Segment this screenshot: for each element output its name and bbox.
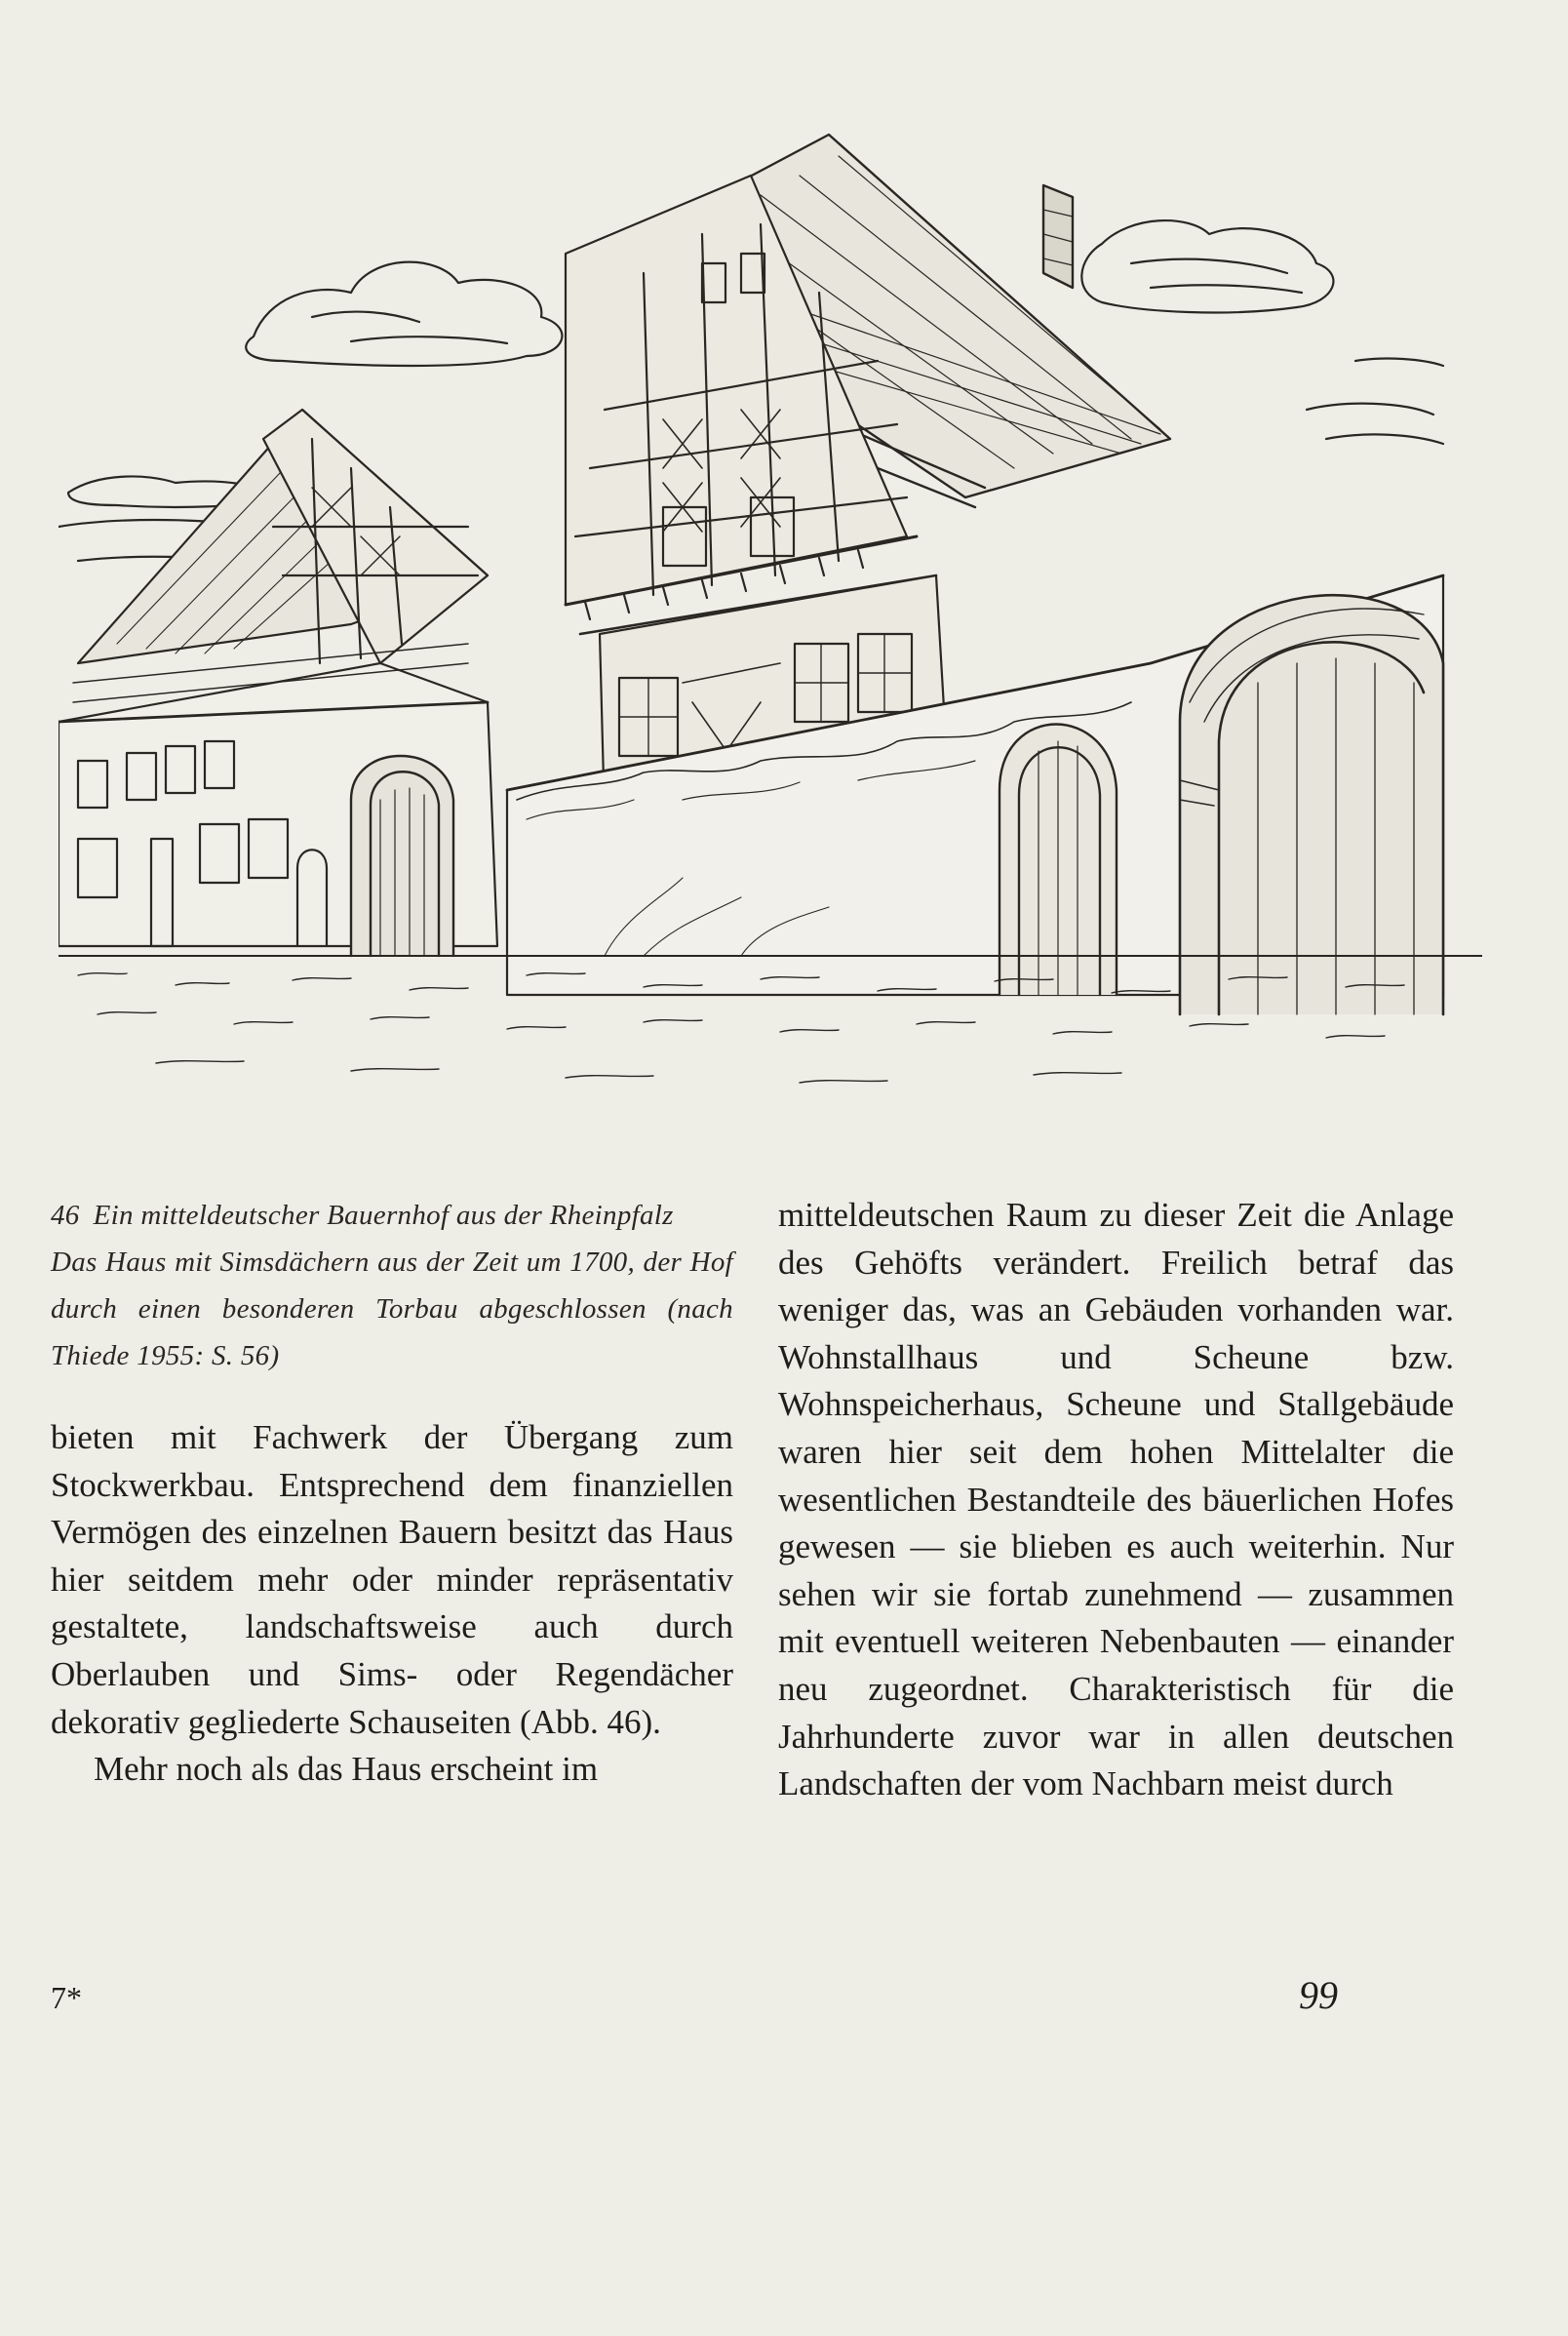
right-paragraph-1: mitteldeutschen Raum zu dieser Zeit die Anlage des Gehöfts verändert. Freilich betraf das weniger das, was an Gebäuden vorhanden war. Wohnstallhaus und Scheune bzw. Wohnspeicherhaus, Scheune und Stallgebäude waren hier seit dem hohen Mittelalter die wesentlichen Bestandteile des bäuerlichen Hofes gewesen — sie blieben es auch weiterhin. Nur sehen wir sie fortab zunehmend — zusammen mit eventuell weiteren Nebenbauten — einander neu zugeordnet. Charakteristisch für die Jahrhunderte zuvor war in allen deutschen Landschaften der vom Nachbarn meist durch bbox=[778, 1196, 1454, 1803]
signature-mark: 7* bbox=[51, 1980, 82, 2015]
figure-caption-title: Ein mitteldeutscher Bauernhof aus der Rheinpfalz bbox=[93, 1200, 674, 1231]
figure-number: 46 bbox=[51, 1200, 80, 1231]
farmstead-illustration bbox=[59, 117, 1482, 1122]
page-number: 99 bbox=[1299, 1973, 1338, 2017]
left-paragraph-2: Mehr noch als das Haus erscheint im bbox=[94, 1750, 599, 1789]
figure-caption bbox=[51, 1192, 733, 1379]
figure-caption-text: Das Haus mit Simsdächern aus der Zeit um 1700, der Hof durch einen besonderen Torbau abgeschlossen (nach Thiede 1955: S. 56) bbox=[51, 1247, 733, 1371]
left-column bbox=[51, 1192, 733, 1794]
right-column bbox=[778, 1192, 1454, 1808]
left-paragraph-1: bieten mit Fachwerk der Übergang zum Stockwerkbau. Entsprechend dem finanziellen Vermögen des einzelnen Bauern besitzt das Haus hier seitdem mehr oder minder repräsentativ gestaltete, landschaftsweise auch durch Oberlauben und Sims- oder Regendächer dekorativ gegliederte Schauseiten (Abb. 46). bbox=[51, 1418, 733, 1741]
